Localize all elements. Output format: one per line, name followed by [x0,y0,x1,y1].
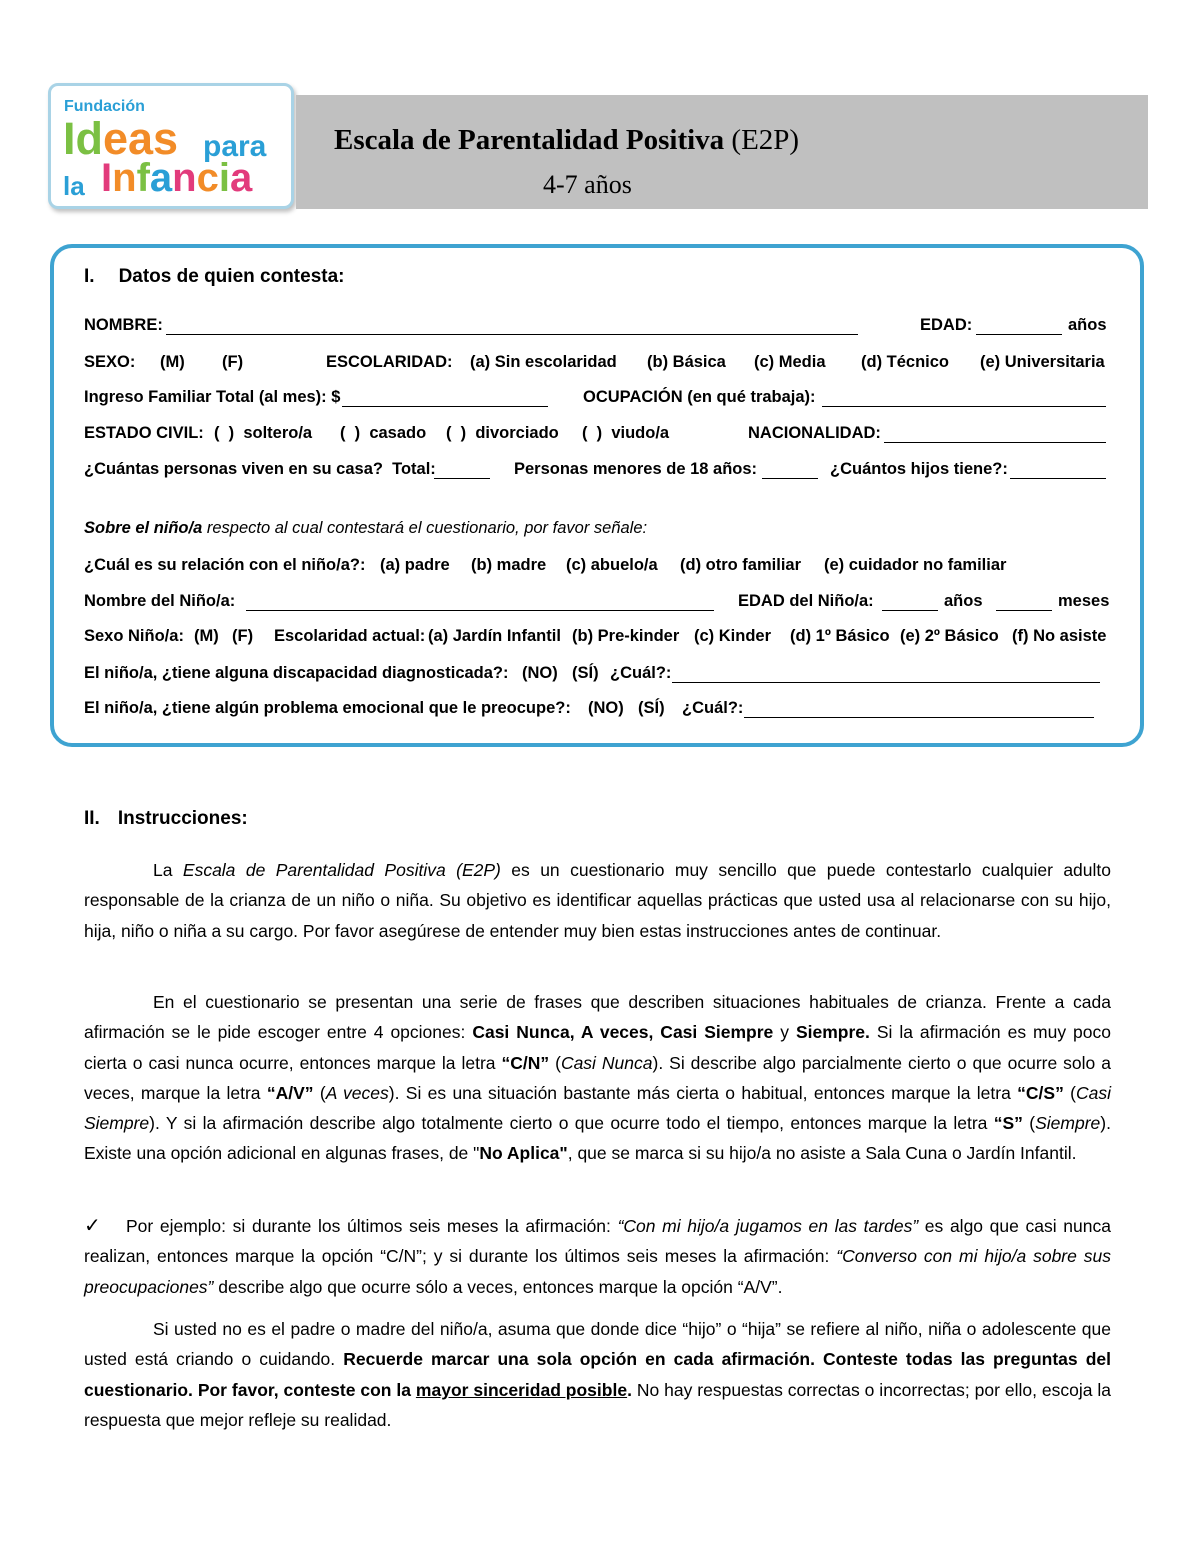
escolaridad-nino-option[interactable]: (b) Pre-kinder [572,627,680,645]
page-title: Escala de Parentalidad Positiva (E2P) [334,124,800,156]
section2-heading: II. Instrucciones: [84,808,248,829]
fundacion-logo [48,83,294,209]
emocional-cual-label: ¿Cuál?: [682,699,744,717]
nacionalidad-field[interactable] [884,424,1106,443]
nombre-label: NOMBRE: [84,316,163,334]
instructions-paragraph-1: La Escala de Parentalidad Positiva (E2P) es un cuestionario muy sencillo que puede contestarlo cualquier adulto responsable de la crianza de un niño o niña. Su objetivo es identificar aquellas prácticas que usted usa al relacionarse con su hijo, hija, niño o niña a su cargo. Por favor asegúrese de entender muy bien estas instrucciones antes de continuar. [84,860,1111,941]
meses-label: meses [1058,592,1110,610]
escolaridad-nino-option[interactable]: (d) 1º Básico [790,627,890,645]
relacion-option[interactable]: (b) madre [471,556,547,574]
anios-label: años [944,592,983,610]
ingreso-label: Ingreso Familiar Total (al mes): $ [84,388,341,406]
discapacidad-si-option[interactable]: (SÍ) [572,664,599,682]
escolaridad-option[interactable]: (e) Universitaria [980,353,1105,371]
escolaridad-option[interactable]: (c) Media [754,353,826,371]
logo-fundacion-text: Fundación [64,98,145,115]
emocional-no-option[interactable]: (NO) [588,699,624,717]
ocupacion-field[interactable] [822,388,1106,407]
checkmark-icon: ✓ [84,1215,101,1237]
section1-heading: I. Datos de quien contesta: [84,266,345,287]
discapacidad-label: El niño/a, ¿tiene alguna discapacidad diagnosticada?: [84,664,509,682]
sobre-nino-text: Sobre el niño/a respecto al cual contestará el cuestionario, por favor señale: [84,519,648,537]
edad-nino-meses-field[interactable] [996,592,1052,611]
relacion-option[interactable]: (a) padre [380,556,450,574]
ingreso-field[interactable] [342,388,548,407]
discapacidad-cual-field[interactable] [672,664,1100,683]
sexo-nino-label: Sexo Niño/a: [84,627,184,645]
menores-label: Personas menores de 18 años: [514,460,758,478]
edad-label: EDAD: [920,316,973,334]
logo-ideas-text: Ideas [63,113,179,164]
edad-nino-anios-field[interactable] [882,592,938,611]
nacionalidad-label: NACIONALIDAD: [748,424,881,442]
instructions-example: Por ejemplo: si durante los últimos seis meses la afirmación: “Con mi hijo/a jugamos en las tardes” es algo que casi nunca realizan, entonces marque la opción “C/N”; y si durante los últimos seis meses la afirmación: “Converso con mi hijo/a sobre sus preocupaciones” describe algo que ocurre sólo a veces, entonces marque la opción “A/V”. [84,1216,1111,1297]
estado-civil-option[interactable]: ( ) casado [340,424,427,442]
escolaridad-nino-option[interactable]: (c) Kinder [694,627,772,645]
anios-label: años [1068,316,1107,334]
sexo-nino-option-f[interactable]: (F) [232,627,254,645]
relacion-option[interactable]: (e) cuidador no familiar [824,556,1007,574]
escolaridad-option[interactable]: (a) Sin escolaridad [470,353,617,371]
logo-la-text: la [63,171,85,201]
estado-civil-option[interactable]: ( ) divorciado [446,424,559,442]
relacion-option[interactable]: (c) abuelo/a [566,556,658,574]
hijos-label: ¿Cuántos hijos tiene?: [830,460,1008,478]
emocional-si-option[interactable]: (SÍ) [638,699,665,717]
escolaridad-nino-option[interactable]: (a) Jardín Infantil [428,627,561,645]
nombre-nino-label: Nombre del Niño/a: [84,592,236,610]
escolaridad-nino-option[interactable]: (e) 2º Básico [900,627,999,645]
sexo-option-f[interactable]: (F) [222,353,244,371]
escolaridad-actual-label: Escolaridad actual: [274,627,426,645]
escolaridad-nino-option[interactable]: (f) No asiste [1012,627,1107,645]
sexo-label: SEXO: [84,353,136,371]
nombre-field[interactable] [166,316,858,335]
relacion-label: ¿Cuál es su relación con el niño/a?: [84,556,366,574]
emocional-label: El niño/a, ¿tiene algún problema emocional que le preocupe?: [84,699,571,717]
instructions-paragraph-4: Si usted no es el padre o madre del niño/a, asuma que donde dice “hijo” o “hija” se refiere al niño, niña o adolescente que usted está criando o cuidando. Recuerde marcar una sola opción en cada afirmación. Conteste todas las preguntas del cuestionario. Por favor, conteste con la mayor sinceridad posible. No hay respuestas correctas o incorrectas; por ello, escoja la respuesta que mejor refleje su realidad. [84,1319,1112,1430]
relacion-option[interactable]: (d) otro familiar [680,556,802,574]
estado-civil-option[interactable]: ( ) soltero/a [214,424,313,442]
emocional-cual-field[interactable] [744,699,1094,718]
hijos-field[interactable] [1010,460,1106,479]
menores-field[interactable] [762,460,818,479]
instructions-paragraph-2: En el cuestionario se presentan una serie de frases que describen situaciones habituales de crianza. Frente a cada afirmación se le pide escoger entre 4 opciones: Casi Nunca, A veces, Casi Siempre y Siempre. Si la afirmación es muy poco cierta o casi nunca ocurre, entonces marque la letra “C/N” (Casi Nunca). Si describe algo parcialmente cierto o que ocurre solo a veces, marque la letra “A/V” (A veces). Si es una situación bastante más cierta o habitual, entonces marque la letra “C/S” (Casi Siempre). Y si la afirmación describe algo totalmente cierto o que ocurre todo el tiempo, entonces marque la letra “S” (Siempre). Existe una opción adicional en algunas frases, de "No Aplica", que se marca si su hijo/a no asiste a Sala Cuna o Jardín Infantil. [84,992,1111,1164]
ocupacion-label: OCUPACIÓN (en qué trabaja): [583,388,816,406]
nombre-nino-field[interactable] [246,592,714,611]
page-subtitle: 4-7 años [543,170,632,199]
logo-infancia-text: Infancia [101,156,253,200]
logo-para-text: para [203,130,267,163]
estado-civil-label: ESTADO CIVIL: [84,424,204,442]
sexo-option-m[interactable]: (M) [160,353,185,371]
personas-total-field[interactable] [434,460,490,479]
sexo-nino-option-m[interactable]: (M) [194,627,219,645]
estado-civil-option[interactable]: ( ) viudo/a [582,424,670,442]
discapacidad-no-option[interactable]: (NO) [522,664,558,682]
edad-nino-label: EDAD del Niño/a: [738,592,874,610]
personas-label: ¿Cuántas personas viven en su casa? Total: [84,460,436,478]
escolaridad-option[interactable]: (d) Técnico [861,353,950,371]
escolaridad-option[interactable]: (b) Básica [647,353,726,371]
discapacidad-cual-label: ¿Cuál?: [610,664,672,682]
escolaridad-label: ESCOLARIDAD: [326,353,453,371]
edad-field[interactable] [976,316,1062,335]
